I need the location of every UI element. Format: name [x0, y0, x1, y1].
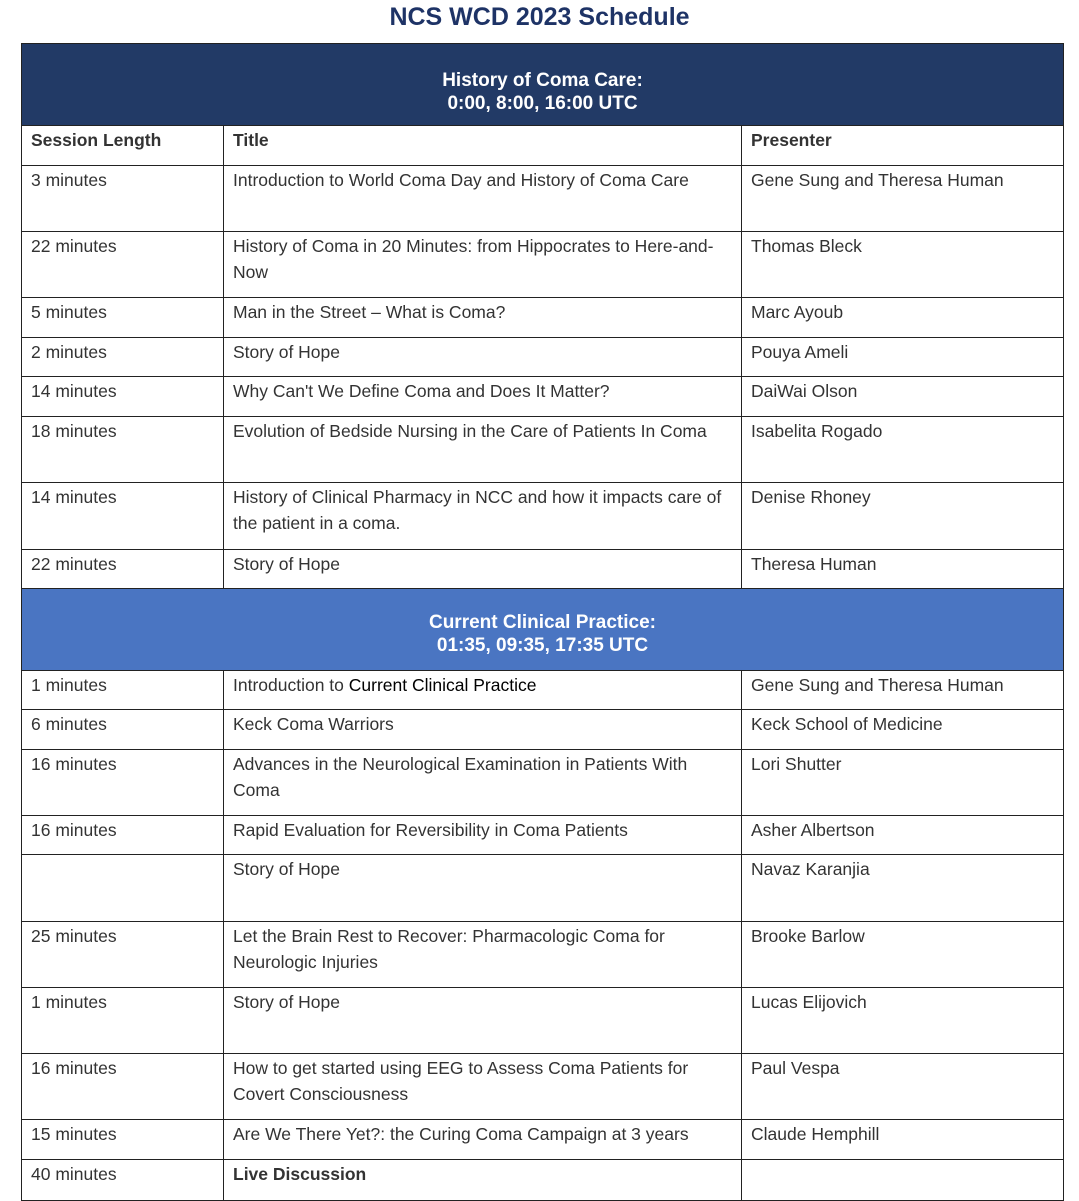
session-title: Introduction to World Coma Day and History of Coma Care — [224, 166, 742, 231]
section-times: 0:00, 8:00, 16:00 UTC — [447, 93, 638, 114]
session-presenter: Theresa Human — [751, 554, 877, 574]
table-row — [22, 298, 1063, 338]
session-presenter: Marc Ayoub — [751, 302, 844, 322]
session-length: 1 minutes — [22, 671, 224, 709]
title-highlight: Current Clinical Practice — [348, 675, 537, 695]
table-row — [22, 710, 1063, 750]
session-presenter: Brooke Barlow — [751, 926, 865, 946]
table-row — [22, 166, 1063, 232]
table-row — [22, 417, 1063, 483]
session-title: Rapid Evaluation for Reversibility in Coma Patients — [224, 816, 742, 854]
table-row — [22, 1054, 1063, 1120]
session-length: 40 minutes — [22, 1160, 224, 1200]
session-title: Story of Hope — [224, 855, 742, 921]
session-presenter: Claude Hemphill — [751, 1124, 880, 1144]
session-presenter: Paul Vespa — [751, 1058, 840, 1078]
session-length — [22, 855, 224, 921]
session-presenter: DaiWai Olson — [751, 381, 858, 401]
table-row — [22, 1120, 1063, 1160]
session-title — [224, 671, 742, 709]
section-title: Current Clinical Practice: — [428, 612, 657, 633]
section-title: History of Coma Care: — [442, 70, 643, 91]
session-length: 16 minutes — [22, 1054, 224, 1119]
page-title: NCS WCD 2023 Schedule — [389, 3, 690, 31]
session-presenter: Gene Sung and Theresa Human — [751, 170, 1004, 190]
session-presenter: Gene Sung and Theresa Human — [751, 675, 1004, 695]
title-prefix: Introduction to — [233, 675, 349, 695]
table-row — [22, 338, 1063, 377]
session-presenter — [742, 1160, 1063, 1200]
session-title: Advances in the Neurological Examination in Patients With Coma — [224, 750, 742, 815]
session-title: Keck Coma Warriors — [224, 710, 742, 749]
session-title: History of Coma in 20 Minutes: from Hippocrates to Here-and-Now — [224, 232, 742, 297]
session-title: Let the Brain Rest to Recover: Pharmacologic Coma for Neurologic Injuries — [224, 922, 742, 987]
session-length: 1 minutes — [22, 988, 224, 1053]
table-row — [22, 816, 1063, 855]
session-presenter: Isabelita Rogado — [751, 421, 883, 441]
session-title: Evolution of Bedside Nursing in the Care of Patients In Coma — [224, 417, 742, 482]
session-presenter: Navaz Karanjia — [751, 859, 870, 879]
session-title: Story of Hope — [224, 550, 742, 588]
session-presenter: Lori Shutter — [751, 754, 842, 774]
table-row — [22, 855, 1063, 922]
session-length: 14 minutes — [22, 483, 224, 549]
session-length: 16 minutes — [22, 750, 224, 815]
session-title: Live Discussion — [224, 1160, 742, 1200]
session-title: Are We There Yet?: the Curing Coma Campaign at 3 years — [224, 1120, 742, 1159]
column-header-length: Session Length — [22, 126, 224, 165]
session-length: 15 minutes — [22, 1120, 224, 1159]
session-length: 14 minutes — [22, 377, 224, 416]
table-row — [22, 922, 1063, 988]
table-row — [22, 550, 1063, 589]
schedule-table — [21, 43, 1064, 1201]
column-header-title: Title — [224, 126, 742, 165]
session-title: Story of Hope — [224, 338, 742, 376]
session-length: 22 minutes — [22, 232, 224, 297]
session-length: 6 minutes — [22, 710, 224, 749]
session-length: 5 minutes — [22, 298, 224, 337]
table-row — [22, 988, 1063, 1054]
session-length: 25 minutes — [22, 922, 224, 987]
section-header-current-practice — [22, 589, 1063, 671]
session-length: 2 minutes — [22, 338, 224, 376]
session-presenter: Keck School of Medicine — [751, 714, 943, 734]
session-presenter: Asher Albertson — [751, 820, 875, 840]
session-presenter: Lucas Elijovich — [751, 992, 867, 1012]
table-row — [22, 377, 1063, 417]
table-row — [22, 483, 1063, 550]
table-header-row — [22, 126, 1063, 166]
table-row — [22, 1160, 1063, 1200]
session-presenter: Pouya Ameli — [751, 342, 849, 362]
session-length: 16 minutes — [22, 816, 224, 854]
section-header-history — [22, 44, 1063, 126]
table-row — [22, 671, 1063, 710]
section-times: 01:35, 09:35, 17:35 UTC — [436, 635, 649, 656]
session-presenter: Denise Rhoney — [751, 487, 871, 507]
session-title: History of Clinical Pharmacy in NCC and how it impacts care of the patient in a coma. — [224, 483, 742, 549]
session-presenter: Thomas Bleck — [751, 236, 862, 256]
column-header-presenter: Presenter — [751, 130, 832, 150]
session-title: Story of Hope — [224, 988, 742, 1053]
session-length: 18 minutes — [22, 417, 224, 482]
session-title: Why Can't We Define Coma and Does It Matter? — [224, 377, 742, 416]
session-title: Man in the Street – What is Coma? — [224, 298, 742, 337]
session-length: 22 minutes — [22, 550, 224, 588]
session-length: 3 minutes — [22, 166, 224, 231]
table-row — [22, 232, 1063, 298]
table-row — [22, 750, 1063, 816]
session-title: How to get started using EEG to Assess Coma Patients for Covert Consciousness — [224, 1054, 742, 1119]
